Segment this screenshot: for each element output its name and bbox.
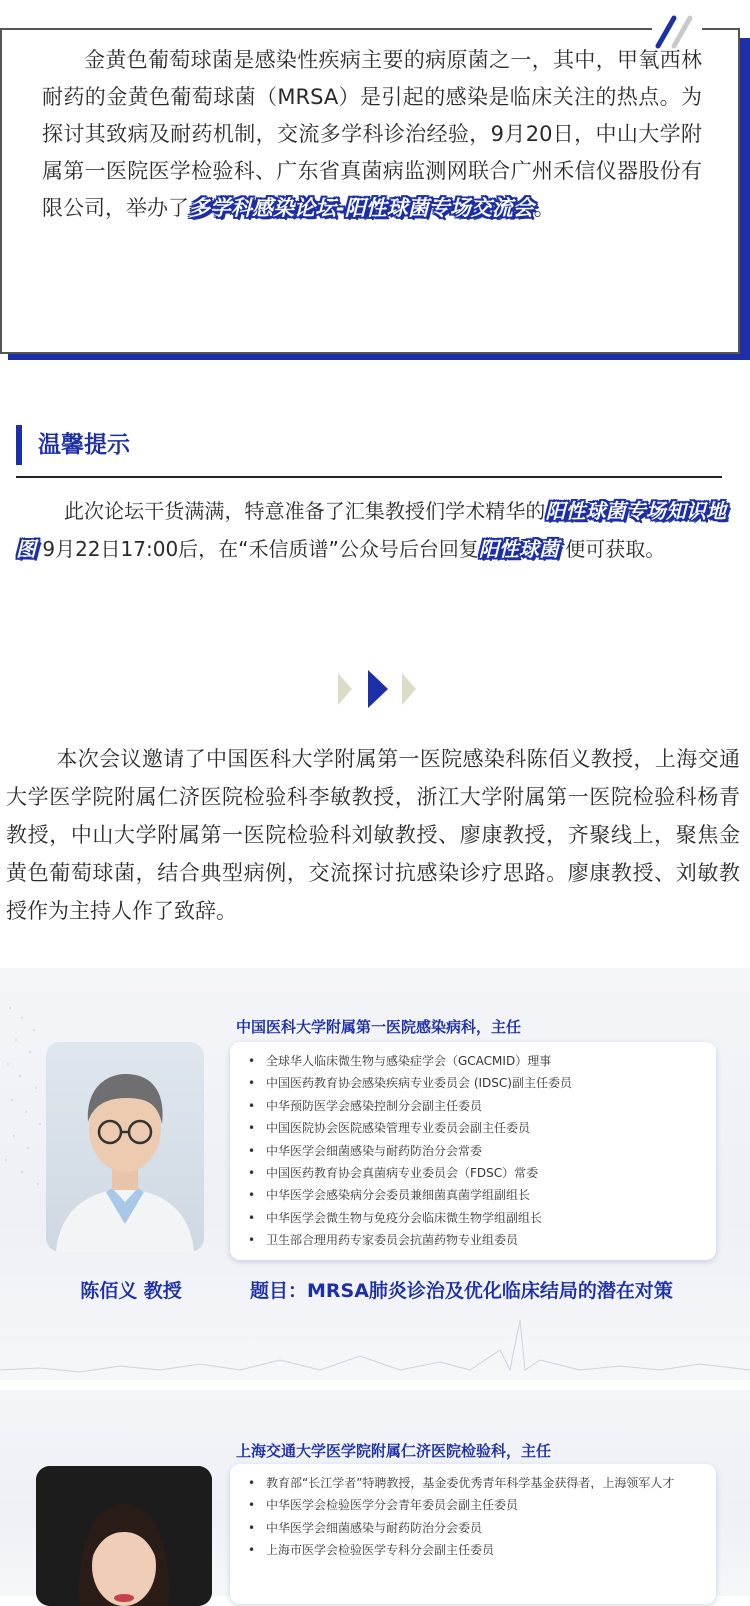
role-item: • 全球华人临床微生物与感染症学会（GCACMID）理事 [266,1050,716,1072]
tip-paragraph [16,492,726,568]
speaker-photo [46,1042,204,1252]
role-item: • 中华医学会检验医学分会青年委员会副主任委员 [266,1494,716,1516]
role-item: • 中国医院协会医院感染管理专业委员会副主任委员 [266,1117,716,1139]
role-item: • 中华医学会细菌感染与耐药防治分会委员 [266,1517,716,1539]
speaker-affiliation: 中国医科大学附属第一医院感染病科，主任 [236,1018,522,1036]
speaker-name: 陈佰义 教授 [80,1280,182,1302]
intro-highlight: 多学科感染论坛-阳性球菌专场交流会 [189,196,534,220]
role-item: • 中国医药教育协会真菌病专业委员会（FDSC）常委 [266,1162,716,1184]
triple-arrow-icon [334,670,424,708]
intro-text-after: 。 [533,196,555,220]
spectrum-decoration [0,1290,750,1380]
tip-highlight-map: 阳性球菌专场知识地图 [16,499,726,561]
speaker-roles-list [230,1464,716,1604]
tip-title: 温馨提示 [38,432,130,458]
role-item: • 卫生部合理用药专家委员会抗菌药物专业组委员 [266,1229,716,1251]
role-item: • 中华预防医学会感染控制分会副主任委员 [266,1095,716,1117]
talk-title: 题目：MRSA肺炎诊治及优化临床结局的潜在对策 [250,1280,673,1302]
role-item: • 中华医学会微生物与免疫分会临床微生物学组副组长 [266,1207,716,1229]
tip-part3: 便可获取。 [558,537,666,561]
meeting-paragraph: 本次会议邀请了中国医科大学附属第一医院感染科陈佰义教授，上海交通大学医学院附属仁济医院检验科李敏教授，浙江大学附属第一医院检验科杨青教授，中山大学附属第一医院检验科刘敏教授、廖康教授，齐聚线上，聚焦金黄色葡萄球菌，结合典型病例，交流探讨抗感染诊疗思路。廖康教授、刘敏教授作为主持人作了致辞。 [6,747,740,923]
speaker-roles-list [230,1042,716,1260]
role-item: • 教育部“长江学者”特聘教授，基金委优秀青年科学基金获得者，上海领军人才 [266,1472,716,1494]
role-item: • 上海市医学会检验医学专科分会副主任委员 [266,1539,716,1561]
tip-part2: 9月22日17:00后，在“禾信质谱”公众号后台回复 [36,537,479,561]
intro-text-before: 金黄色葡萄球菌是感染性疾病主要的病原菌之一，其中，甲氧西林耐药的金黄色葡萄球菌（MRSA）是引起的感染是临床关注的热点。为探讨其致病及耐药机制，交流多学科诊治经验，9月20日，中山大学附属第一医院医学检验科、广东省真菌病监测网联合广州禾信仪器股份有限公司，举办了 [42,48,702,220]
intro-paragraph [42,42,702,227]
tip-accent-bar [16,425,22,465]
role-item: • 中华医学会感染病分会委员兼细菌真菌学组副组长 [266,1184,716,1206]
speaker-affiliation: 上海交通大学医学院附属仁济医院检验科，主任 [236,1442,552,1460]
tip-divider [16,476,722,478]
role-item: • 中国医药教育协会感染疾病专业委员会 (IDSC)副主任委员 [266,1072,716,1094]
tip-highlight-keyword: 阳性球菌 [478,537,559,561]
person-silhouette-icon [36,1466,212,1606]
person-silhouette-icon [46,1042,204,1252]
speaker-photo [36,1466,212,1606]
role-item: • 中华医学会细菌感染与耐药防治分会常委 [266,1140,716,1162]
tip-part1: 此次论坛干货满满，特意准备了汇集教授们学术精华的 [64,499,546,523]
